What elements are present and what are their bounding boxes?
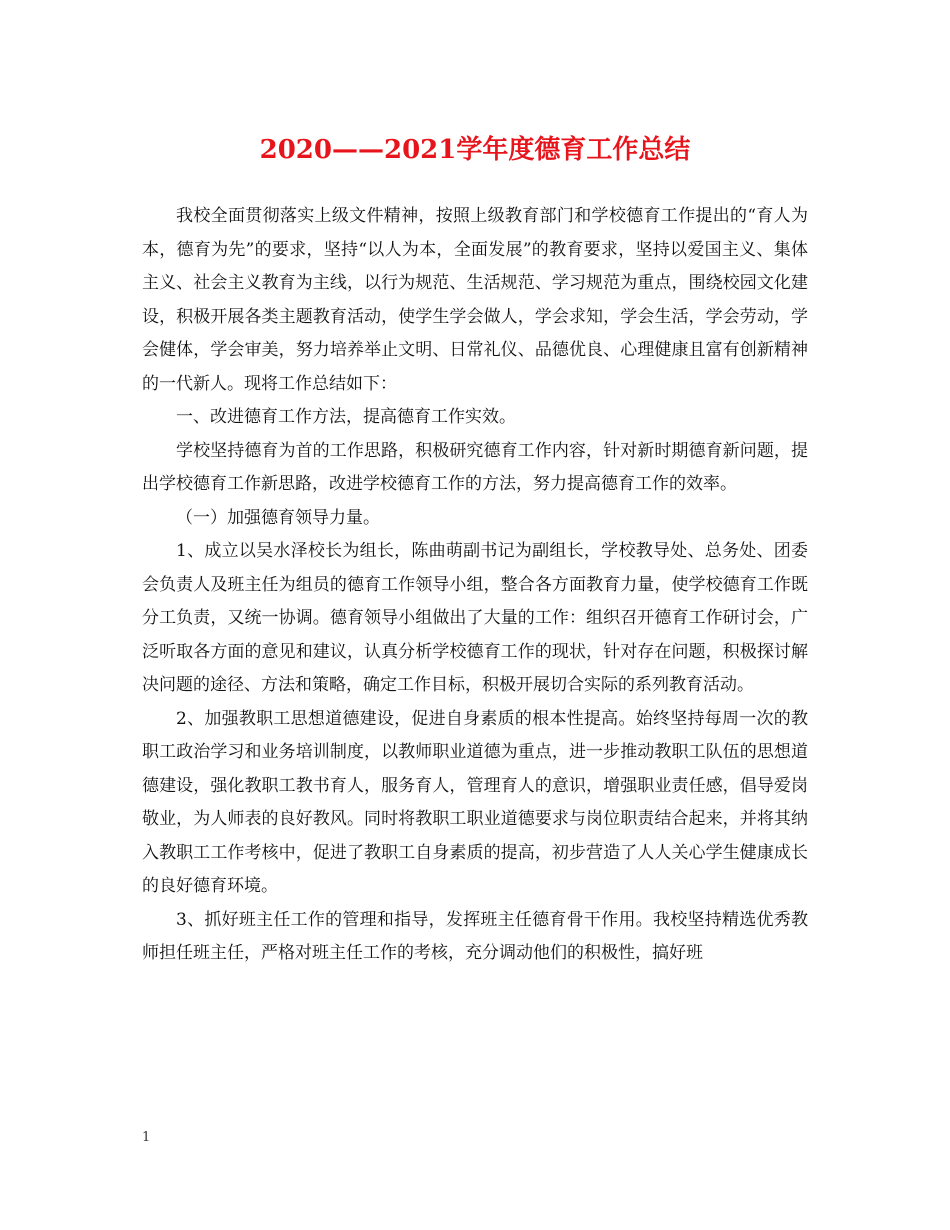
document-body bbox=[142, 200, 808, 971]
paragraph-item-1: 1、成立以吴水泽校长为组长，陈曲萌副书记为副组长，学校教导处、总务处、团委会负责人及班主任为组员的德育工作领导小组，整合各方面教育力量，使学校德育工作既分工负责，又统一协调。德育领导小组做出了大量的工作：组织召开德育工作研讨会，广泛听取各方面的意见和建议，认真分析学校德育工作的现状，针对存在问题，积极探讨解决问题的途径、方法和策略，确定工作目标，积极开展切合实际的系列教育活动。 bbox=[142, 541, 808, 695]
paragraph-item-2: 2、加强教职工思想道德建设，促进自身素质的根本性提高。始终坚持每周一次的教职工政治学习和业务培训制度，以教师职业道德为重点，进一步推动教职工队伍的思想道德建设，强化教职工教书育人，服务育人，管理育人的意识，增强职业责任感，倡导爱岗敬业，为人师表的良好教风。同时将教职工职业道德要求与岗位职责结合起来，并将其纳入教职工工作考核中，促进了教职工自身素质的提高，初步营造了人人关心学生健康成长的良好德育环境。 bbox=[142, 708, 808, 896]
page-number: 1 bbox=[142, 1130, 151, 1145]
paragraph-intro: 我校全面贯彻落实上级文件精神，按照上级教育部门和学校德育工作提出的“育人为本，德育为先”的要求，坚持“以人为本，全面发展”的教育要求，坚持以爱国主义、集体主义、社会主义教育为主线，以行为规范、生活规范、学习规范为重点，围绕校园文化建设，积极开展各类主题教育活动，使学生学会做人，学会求知，学会生活，学会劳动，学会健体，学会审美，努力培养举止文明、日常礼仪、品德优良、心理健康且富有创新精神的一代新人。现将工作总结如下： bbox=[142, 206, 808, 394]
document-title: 2020——2021学年度德育工作总结 bbox=[259, 135, 691, 165]
subsection-heading-1: （一）加强德育领导力量。 bbox=[176, 507, 380, 528]
section-heading-1: 一、改进德育工作方法，提高德育工作实效。 bbox=[176, 407, 516, 427]
paragraph-section-1: 学校坚持德育为首的工作思路，积极研究德育工作内容，针对新时期德育新问题，提出学校德育工作新思路，改进学校德育工作的方法，努力提高德育工作的效率。 bbox=[142, 440, 808, 494]
paragraph-item-3: 3、抓好班主任工作的管理和指导，发挥班主任德育骨干作用。我校坚持精选优秀教师担任班主任，严格对班主任工作的考核，充分调动他们的积极性，搞好班 bbox=[142, 909, 808, 963]
